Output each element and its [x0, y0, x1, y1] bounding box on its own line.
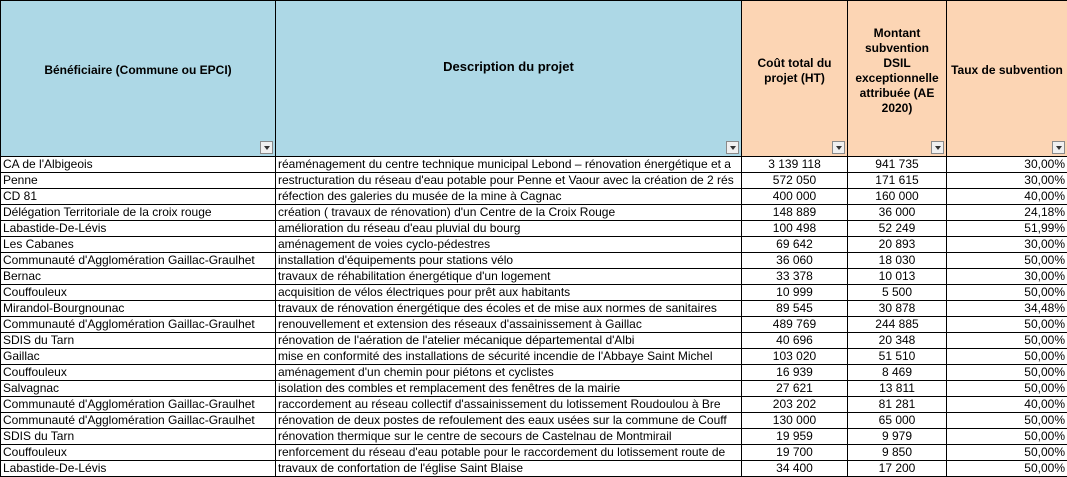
- table-row: [1, 253, 1067, 269]
- cell-beneficiary[interactable]: Salvagnac: [1, 381, 276, 397]
- cell-description[interactable]: acquisition de vélos électriques pour prêt aux habitants: [276, 285, 742, 301]
- cell-rate[interactable]: 30,00%: [947, 157, 1067, 173]
- cell-cost[interactable]: 400 000: [742, 189, 848, 205]
- table-row: [1, 333, 1067, 349]
- cell-subsidy[interactable]: 171 615: [848, 173, 947, 189]
- cell-subsidy[interactable]: 9 979: [848, 429, 947, 445]
- cell-description[interactable]: renouvellement et extension des réseaux d'assainissement à Gaillac: [276, 317, 742, 333]
- cell-rate[interactable]: 50,00%: [947, 461, 1067, 477]
- table-row: [1, 349, 1067, 365]
- cell-description[interactable]: amélioration du réseau d'eau pluvial du bourg: [276, 221, 742, 237]
- cell-cost[interactable]: 3 139 118: [742, 157, 848, 173]
- cell-subsidy[interactable]: 18 030: [848, 253, 947, 269]
- cell-rate[interactable]: 34,48%: [947, 301, 1067, 317]
- cell-cost[interactable]: 33 378: [742, 269, 848, 285]
- cell-cost[interactable]: 572 050: [742, 173, 848, 189]
- header-rate: [947, 1, 1067, 157]
- cell-cost[interactable]: 69 642: [742, 237, 848, 253]
- cell-rate[interactable]: 50,00%: [947, 285, 1067, 301]
- cell-subsidy[interactable]: 9 850: [848, 445, 947, 461]
- cell-description[interactable]: réfection des galeries du musée de la mine à Cagnac: [276, 189, 742, 205]
- cell-description[interactable]: renforcement du réseau d'eau potable pour le raccordement du lotissement route de: [276, 445, 742, 461]
- cell-beneficiary[interactable]: CA de l'Albigeois: [1, 157, 276, 173]
- cell-rate[interactable]: 50,00%: [947, 349, 1067, 365]
- table-row: [1, 189, 1067, 205]
- cell-beneficiary[interactable]: Labastide-De-Lévis: [1, 221, 276, 237]
- cell-beneficiary[interactable]: Bernac: [1, 269, 276, 285]
- table-row: [1, 221, 1067, 237]
- header-cost-label: Coût total du projet (HT): [757, 55, 832, 85]
- cell-cost[interactable]: 203 202: [742, 397, 848, 413]
- cell-beneficiary[interactable]: Couffouleux: [1, 365, 276, 381]
- cell-beneficiary[interactable]: Les Cabanes: [1, 237, 276, 253]
- cell-subsidy[interactable]: 13 811: [848, 381, 947, 397]
- table-row: [1, 429, 1067, 445]
- cell-cost[interactable]: 19 959: [742, 429, 848, 445]
- table-row: [1, 173, 1067, 189]
- cell-cost[interactable]: 19 700: [742, 445, 848, 461]
- cell-subsidy[interactable]: 20 893: [848, 237, 947, 253]
- cell-beneficiary[interactable]: SDIS du Tarn: [1, 333, 276, 349]
- cell-subsidy[interactable]: 51 510: [848, 349, 947, 365]
- table-row: [1, 237, 1067, 253]
- table-row: [1, 365, 1067, 381]
- cell-subsidy[interactable]: 10 013: [848, 269, 947, 285]
- header-cost: [742, 1, 848, 157]
- cell-subsidy[interactable]: 36 000: [848, 205, 947, 221]
- table-row: [1, 269, 1067, 285]
- cell-beneficiary[interactable]: Mirandol-Bourgnounac: [1, 301, 276, 317]
- cell-beneficiary[interactable]: Communauté d'Agglomération Gaillac-Graulhet: [1, 413, 276, 429]
- cell-rate[interactable]: 50,00%: [947, 381, 1067, 397]
- cell-rate[interactable]: 40,00%: [947, 189, 1067, 205]
- table-row: [1, 285, 1067, 301]
- cell-cost[interactable]: 103 020: [742, 349, 848, 365]
- cell-description[interactable]: rénovation de deux postes de refoulement des eaux usées sur la commune de Couff: [276, 413, 742, 429]
- table-row: [1, 317, 1067, 333]
- filter-dropdown-icon[interactable]: [1052, 141, 1065, 154]
- cell-rate[interactable]: 30,00%: [947, 237, 1067, 253]
- cell-rate[interactable]: 50,00%: [947, 253, 1067, 269]
- cell-rate[interactable]: 24,18%: [947, 205, 1067, 221]
- cell-cost[interactable]: 16 939: [742, 365, 848, 381]
- cell-beneficiary[interactable]: Labastide-De-Lévis: [1, 461, 276, 477]
- cell-cost[interactable]: 10 999: [742, 285, 848, 301]
- cell-rate[interactable]: 50,00%: [947, 365, 1067, 381]
- filter-dropdown-icon[interactable]: [931, 141, 944, 154]
- cell-rate[interactable]: 30,00%: [947, 173, 1067, 189]
- cell-beneficiary[interactable]: Couffouleux: [1, 285, 276, 301]
- filter-dropdown-icon[interactable]: [726, 141, 739, 154]
- header-beneficiary: [1, 1, 276, 157]
- filter-dropdown-icon[interactable]: [260, 141, 273, 154]
- cell-rate[interactable]: 50,00%: [947, 445, 1067, 461]
- cell-description[interactable]: travaux de réhabilitation énergétique d'un logement: [276, 269, 742, 285]
- table-row: [1, 413, 1067, 429]
- cell-beneficiary[interactable]: Communauté d'Agglomération Gaillac-Graulhet: [1, 317, 276, 333]
- cell-beneficiary[interactable]: CD 81: [1, 189, 276, 205]
- cell-rate[interactable]: 50,00%: [947, 333, 1067, 349]
- cell-subsidy[interactable]: 244 885: [848, 317, 947, 333]
- cell-subsidy[interactable]: 52 249: [848, 221, 947, 237]
- cell-cost[interactable]: 34 400: [742, 461, 848, 477]
- cell-description[interactable]: raccordement au réseau collectif d'assainissement du lotissement Roudoulou à Bre: [276, 397, 742, 413]
- header-subsidy: [848, 1, 947, 157]
- cell-beneficiary[interactable]: Penne: [1, 173, 276, 189]
- cell-cost[interactable]: 130 000: [742, 413, 848, 429]
- header-description: [276, 1, 742, 157]
- cell-beneficiary[interactable]: SDIS du Tarn: [1, 429, 276, 445]
- cell-description[interactable]: restructuration du réseau d'eau potable pour Penne et Vaour avec la création de 2 rés: [276, 173, 742, 189]
- cell-description[interactable]: isolation des combles et remplacement des fenêtres de la mairie: [276, 381, 742, 397]
- cell-cost[interactable]: 148 889: [742, 205, 848, 221]
- cell-subsidy[interactable]: 5 500: [848, 285, 947, 301]
- cell-rate[interactable]: 50,00%: [947, 429, 1067, 445]
- cell-description[interactable]: aménagement de voies cyclo-pédestres: [276, 237, 742, 253]
- cell-subsidy[interactable]: 941 735: [848, 157, 947, 173]
- cell-description[interactable]: rénovation thermique sur le centre de secours de Castelnau de Montmirail: [276, 429, 742, 445]
- cell-subsidy[interactable]: 8 469: [848, 365, 947, 381]
- filter-dropdown-icon[interactable]: [832, 141, 845, 154]
- cell-description[interactable]: rénovation de l'aération de l'atelier mécanique départemental d'Albi: [276, 333, 742, 349]
- cell-cost[interactable]: 489 769: [742, 317, 848, 333]
- header-description-label: Description du projet: [443, 59, 574, 74]
- table-row: [1, 205, 1067, 221]
- table-row: [1, 461, 1067, 477]
- cell-subsidy[interactable]: 65 000: [848, 413, 947, 429]
- header-rate-label: Taux de subvention: [951, 63, 1063, 77]
- cell-subsidy[interactable]: 160 000: [848, 189, 947, 205]
- cell-description[interactable]: création ( travaux de rénovation) d'un Centre de la Croix Rouge: [276, 205, 742, 221]
- cell-subsidy[interactable]: 17 200: [848, 461, 947, 477]
- cell-rate[interactable]: 51,99%: [947, 221, 1067, 237]
- cell-subsidy[interactable]: 81 281: [848, 397, 947, 413]
- cell-description[interactable]: aménagement d'un chemin pour piétons et cyclistes: [276, 365, 742, 381]
- cell-description[interactable]: réaménagement du centre technique municipal Lebond – rénovation énergétique et a: [276, 157, 742, 173]
- cell-subsidy[interactable]: 30 878: [848, 301, 947, 317]
- cell-rate[interactable]: 50,00%: [947, 317, 1067, 333]
- cell-subsidy[interactable]: 20 348: [848, 333, 947, 349]
- header-beneficiary-label: Bénéficiaire (Commune ou EPCI): [44, 63, 232, 77]
- cell-rate[interactable]: 50,00%: [947, 413, 1067, 429]
- table-row: [1, 157, 1067, 173]
- cell-beneficiary[interactable]: Communauté d'Agglomération Gaillac-Graulhet: [1, 397, 276, 413]
- cell-cost[interactable]: 36 060: [742, 253, 848, 269]
- cell-description[interactable]: installation d'équipements pour stations vélo: [276, 253, 742, 269]
- header-row: [1, 1, 1067, 157]
- cell-description[interactable]: travaux de rénovation énergétique des écoles et de mise aux normes de sanitaires: [276, 301, 742, 317]
- cell-cost[interactable]: 40 696: [742, 333, 848, 349]
- cell-beneficiary[interactable]: Délégation Territoriale de la croix rouge: [1, 205, 276, 221]
- cell-cost[interactable]: 100 498: [742, 221, 848, 237]
- table-row: [1, 445, 1067, 461]
- table-row: [1, 381, 1067, 397]
- cell-cost[interactable]: 27 621: [742, 381, 848, 397]
- cell-rate[interactable]: 40,00%: [947, 397, 1067, 413]
- cell-beneficiary[interactable]: Communauté d'Agglomération Gaillac-Graulhet: [1, 253, 276, 269]
- cell-cost[interactable]: 89 545: [742, 301, 848, 317]
- table-row: [1, 397, 1067, 413]
- cell-beneficiary[interactable]: Gaillac: [1, 349, 276, 365]
- cell-rate[interactable]: 30,00%: [947, 269, 1067, 285]
- table-row: [1, 301, 1067, 317]
- cell-description[interactable]: travaux de confortation de l'église Saint Blaise: [276, 461, 742, 477]
- cell-description[interactable]: mise en conformité des installations de sécurité incendie de l'Abbaye Saint Michel: [276, 349, 742, 365]
- header-subsidy-label: Montant subvention DSIL exceptionnelle attribuée (AE 2020): [855, 25, 939, 115]
- cell-beneficiary[interactable]: Couffouleux: [1, 445, 276, 461]
